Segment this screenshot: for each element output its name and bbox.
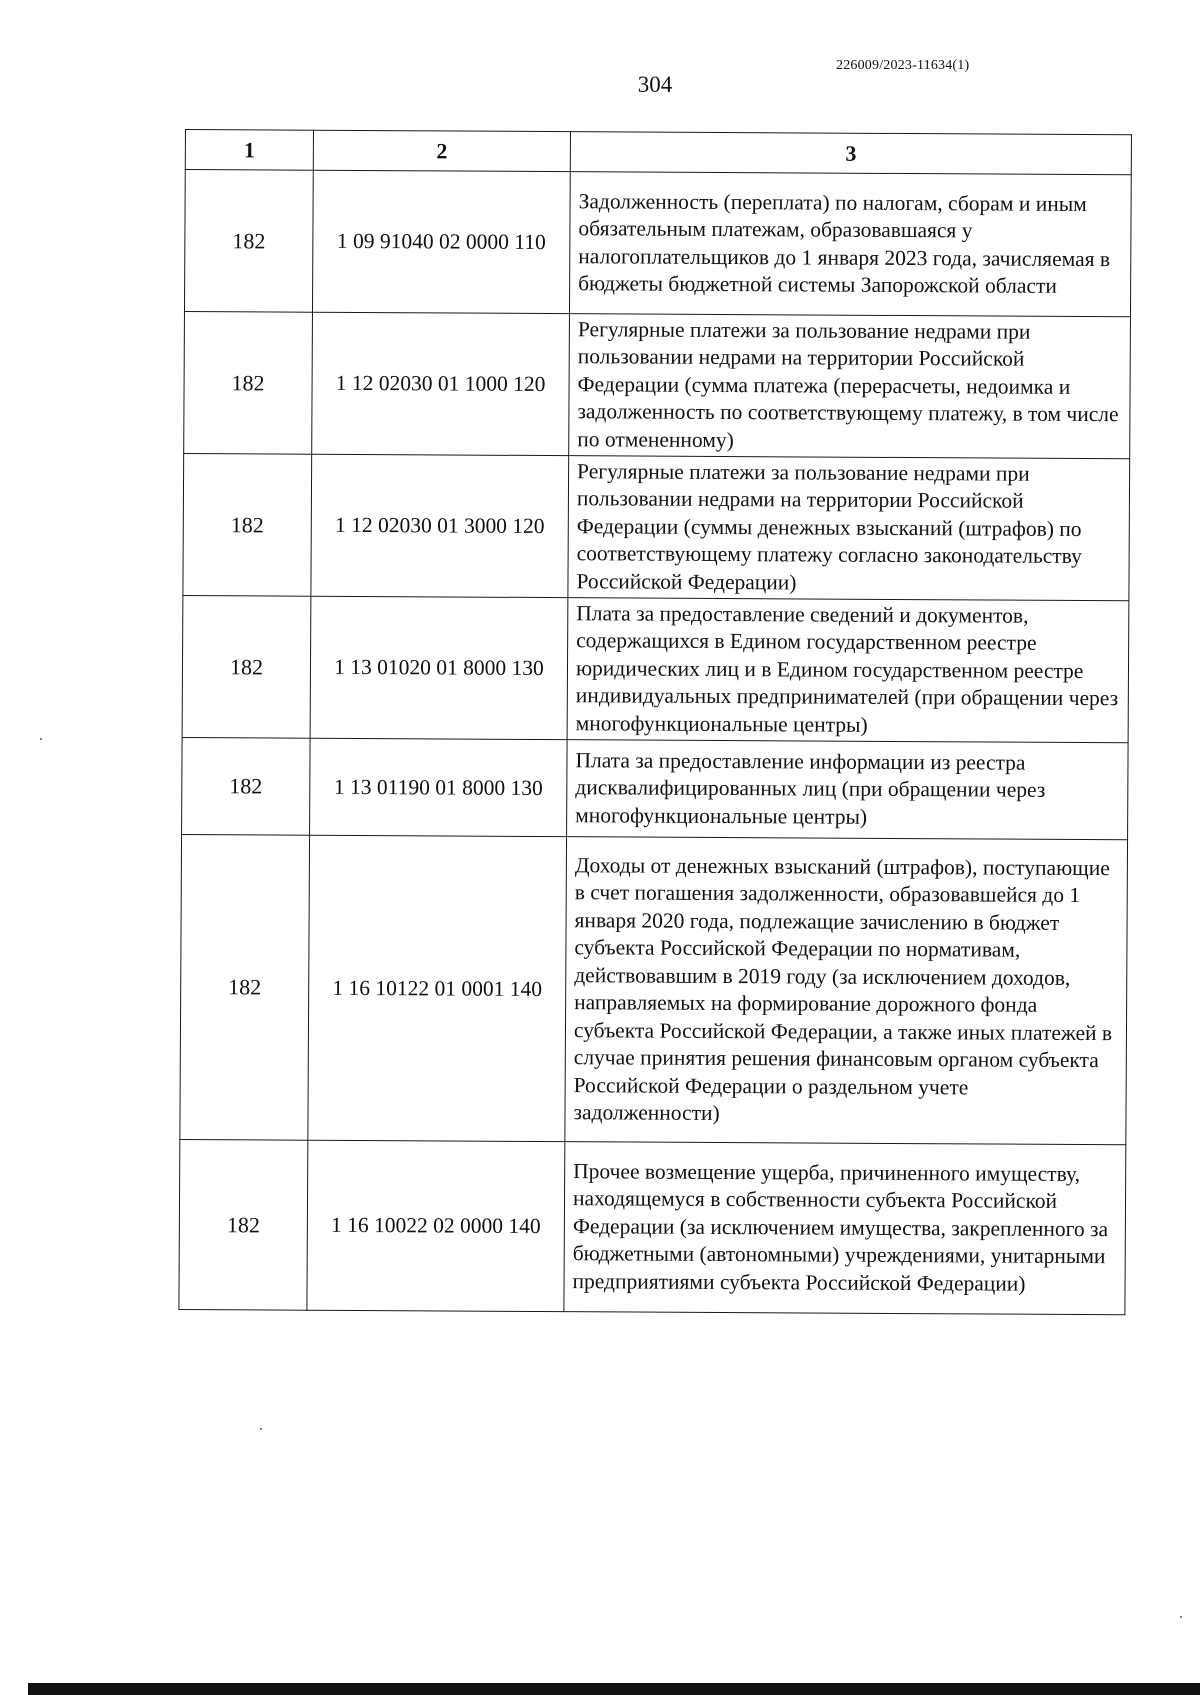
budget-code-cell: 1 16 10022 02 0000 140: [307, 1140, 565, 1311]
budget-code-cell: 1 13 01020 01 8000 130: [310, 596, 568, 739]
budget-code-cell: 1 16 10122 01 0001 140: [308, 835, 567, 1141]
budget-code-cell: 1 12 02030 01 1000 120: [312, 312, 570, 455]
column-header-3: 3: [570, 132, 1131, 175]
table-row: [184, 311, 1131, 458]
page-number: 304: [637, 72, 673, 97]
column-header-1: 1: [185, 130, 313, 171]
revenue-name-cell: Регулярные платежи за пользование недрами при пользовании недрами на территории Российской Федерации (суммы денежных взысканий (штрафов) по соответствующему платежу согласно законодательству Российской Федерации): [568, 456, 1130, 601]
scan-speck: [1180, 1616, 1182, 1618]
agency-code-cell: 182: [180, 834, 310, 1140]
revenue-codes-table: [178, 129, 1132, 1315]
budget-code-cell: 1 09 91040 02 0000 110: [312, 170, 570, 313]
scan-edge-bar: [28, 1683, 1200, 1695]
agency-code-cell: 182: [182, 737, 311, 835]
agency-code-cell: 182: [184, 311, 313, 454]
table-row: [179, 1139, 1126, 1314]
agency-code-cell: 182: [183, 453, 312, 596]
table-row: [184, 170, 1131, 317]
scan-speck: [260, 1428, 262, 1430]
agency-code-cell: 182: [179, 1139, 308, 1310]
table-row: [182, 595, 1129, 742]
agency-code-cell: 182: [182, 595, 311, 738]
scan-speck: [40, 738, 42, 740]
budget-code-cell: 1 13 01190 01 8000 130: [310, 738, 568, 836]
agency-code-cell: 182: [184, 170, 313, 313]
table-row: [183, 453, 1130, 600]
document-id: 226009/2023-11634(1): [836, 58, 970, 73]
revenue-name-cell: Доходы от денежных взысканий (штрафов), поступающие в счет погашения задолженности, образовавшейся до 1 января 2020 года, подлежащие зачислению в бюджет субъекта Российской Федерации по нормативам, действовавшим в 2019 году (за исключением доходов, направляемых на формирование дорожного фонда субъекта Российской Федерации, а также иных платежей в случае принятия решения финансовым органом субъекта Российской Федерации о раздельном учете задолженности): [565, 837, 1128, 1145]
revenue-name-cell: Прочее возмещение ущерба, причиненного имуществу, находящемуся в собственности субъекта Российской Федерации (за исключением имущества, закрепленного за бюджетными (автономными) учреждениями, унитарными предприятиями субъекта Российской Федерации): [564, 1142, 1126, 1315]
column-header-2: 2: [313, 130, 570, 171]
revenue-name-cell: Регулярные платежи за пользование недрами при пользовании недрами на территории Российской Федерации (сумма платежа (перерасчеты, недоимка и задолженность по соответствующему платежу, в том числе по отмененному): [569, 314, 1131, 459]
revenue-name-cell: Плата за предоставление информации из реестра дисквалифицированных лиц (при обращении через многофункциональные центры): [567, 740, 1129, 840]
budget-code-cell: 1 12 02030 01 3000 120: [311, 454, 569, 597]
revenue-name-cell: Плата за предоставление сведений и документов, содержащихся в Едином государственном реестре юридических лиц и в Едином государственном реестре индивидуальных предпринимателей (при обращении через многофункциональные центры): [567, 598, 1129, 743]
revenue-name-cell: Задолженность (переплата) по налогам, сборам и иным обязательным платежам, образовавшаяся у налогоплательщиков до 1 января 2023 года, зачисляемая в бюджеты бюджетной системы Запорожской области: [569, 172, 1131, 317]
table-header-row: [185, 130, 1131, 175]
table-container: [178, 129, 1131, 1315]
table-row: [180, 834, 1128, 1144]
table-row: [182, 737, 1129, 839]
